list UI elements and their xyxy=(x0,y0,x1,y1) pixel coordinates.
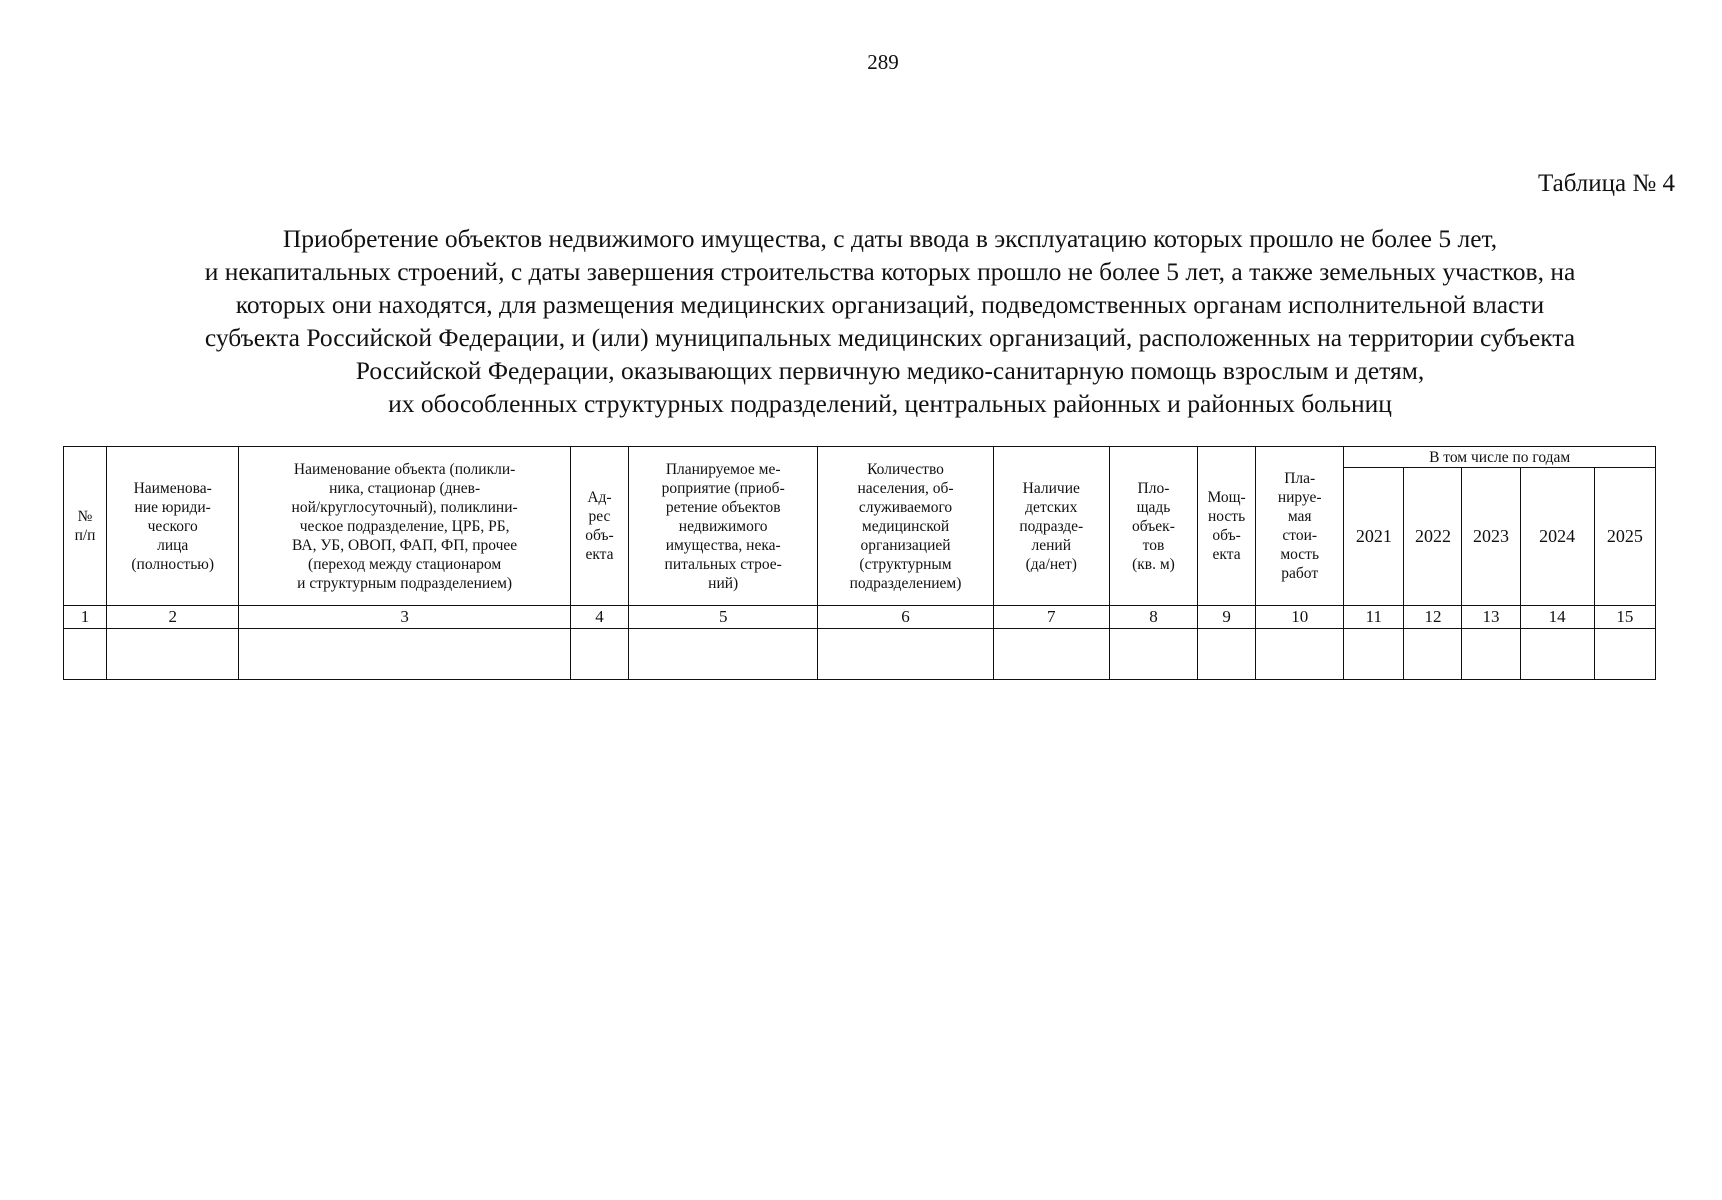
header-row xyxy=(64,447,1656,468)
page-number: 289 xyxy=(867,50,899,74)
column-number-cell: 10 xyxy=(1256,606,1344,629)
table-cell xyxy=(570,629,628,680)
column-number-cell: 12 xyxy=(1404,606,1462,629)
column-number-cell: 4 xyxy=(570,606,628,629)
table-cell xyxy=(107,629,239,680)
header-cell-area: Пло- щадь объек- тов (кв. м) xyxy=(1109,447,1197,606)
header-cell-population: Количество населения, об- служиваемого медицинской организацией (структурным подразделением) xyxy=(818,447,993,606)
table-cell xyxy=(1462,629,1520,680)
column-number-row xyxy=(64,606,1656,629)
header-cell-year: 2025 xyxy=(1594,468,1655,606)
header-cell-children-units: Наличие детских подразде- лений (да/нет) xyxy=(993,447,1109,606)
column-number-cell: 3 xyxy=(239,606,571,629)
header-cell-legal-entity: Наименова- ние юриди- ческого лица (полностью) xyxy=(107,447,239,606)
table-cell xyxy=(239,629,571,680)
header-cell-years-group: В том числе по годам xyxy=(1344,447,1656,468)
table-cell xyxy=(629,629,818,680)
header-cell-object-name: Наименование объекта (поликли- ника, стационар (днев- ной/круглосуточный), поликлини- ческое подразделение, ЦРБ, РБ, ВА, УБ, ОВОП, ФАП, ФП, прочее (переход между стационаром и структурным подразделением) xyxy=(239,447,571,606)
column-number-cell: 9 xyxy=(1198,606,1256,629)
header-cell-planned-cost: Пла- нируе- мая стои- мость работ xyxy=(1256,447,1344,606)
header-cell-planned-activity: Планируемое ме- роприятие (приоб- ретение объектов недвижимого имущества, нека- питальных строе- ний) xyxy=(629,447,818,606)
column-number-cell: 11 xyxy=(1344,606,1404,629)
table-cell xyxy=(64,629,107,680)
data-table xyxy=(63,446,1656,680)
header-cell-year: 2022 xyxy=(1404,468,1462,606)
column-number-cell: 5 xyxy=(629,606,818,629)
column-number-cell: 13 xyxy=(1462,606,1520,629)
column-number-cell: 15 xyxy=(1594,606,1655,629)
header-cell-year: 2024 xyxy=(1520,468,1594,606)
column-number-cell: 7 xyxy=(993,606,1109,629)
table-cell xyxy=(1109,629,1197,680)
header-cell-year: 2021 xyxy=(1344,468,1404,606)
header-cell-no: № п/п xyxy=(64,447,107,606)
table-cell xyxy=(1594,629,1655,680)
title-line: их обособленных структурных подразделений, центральных районных и районных больниц xyxy=(388,389,1392,418)
table-cell xyxy=(1520,629,1594,680)
header-cell-year: 2023 xyxy=(1462,468,1520,606)
header-cell-address: Ад- рес объ- екта xyxy=(570,447,628,606)
column-number-cell: 8 xyxy=(1109,606,1197,629)
header-cell-capacity: Мощ- ность объ- екта xyxy=(1198,447,1256,606)
table-row xyxy=(64,629,1656,680)
table-label: Таблица № 4 xyxy=(1537,170,1675,197)
column-number-cell: 6 xyxy=(818,606,993,629)
table-cell xyxy=(1404,629,1462,680)
document-title xyxy=(90,222,1690,420)
column-number-cell: 1 xyxy=(64,606,107,629)
table-cell xyxy=(818,629,993,680)
title-line: и некапитальных строений, с даты завершения строительства которых прошло не более 5 лет, а также земельных участков, на xyxy=(204,257,1576,286)
title-line: субъекта Российской Федерации, и (или) муниципальных медицинских организаций, расположенных на территории субъекта xyxy=(204,323,1576,352)
title-line: Приобретение объектов недвижимого имущества, с даты ввода в эксплуатацию которых прошло не более 5 лет, xyxy=(282,224,1498,253)
table-cell xyxy=(1198,629,1256,680)
table-cell xyxy=(993,629,1109,680)
title-line: которых они находятся, для размещения медицинских организаций, подведомственных органам исполнительной власти xyxy=(235,290,1545,319)
table-cell xyxy=(1256,629,1344,680)
column-number-cell: 2 xyxy=(107,606,239,629)
column-number-cell: 14 xyxy=(1520,606,1594,629)
title-line: Российской Федерации, оказывающих первичную медико-санитарную помощь взрослым и детям, xyxy=(355,356,1425,385)
table-cell xyxy=(1344,629,1404,680)
